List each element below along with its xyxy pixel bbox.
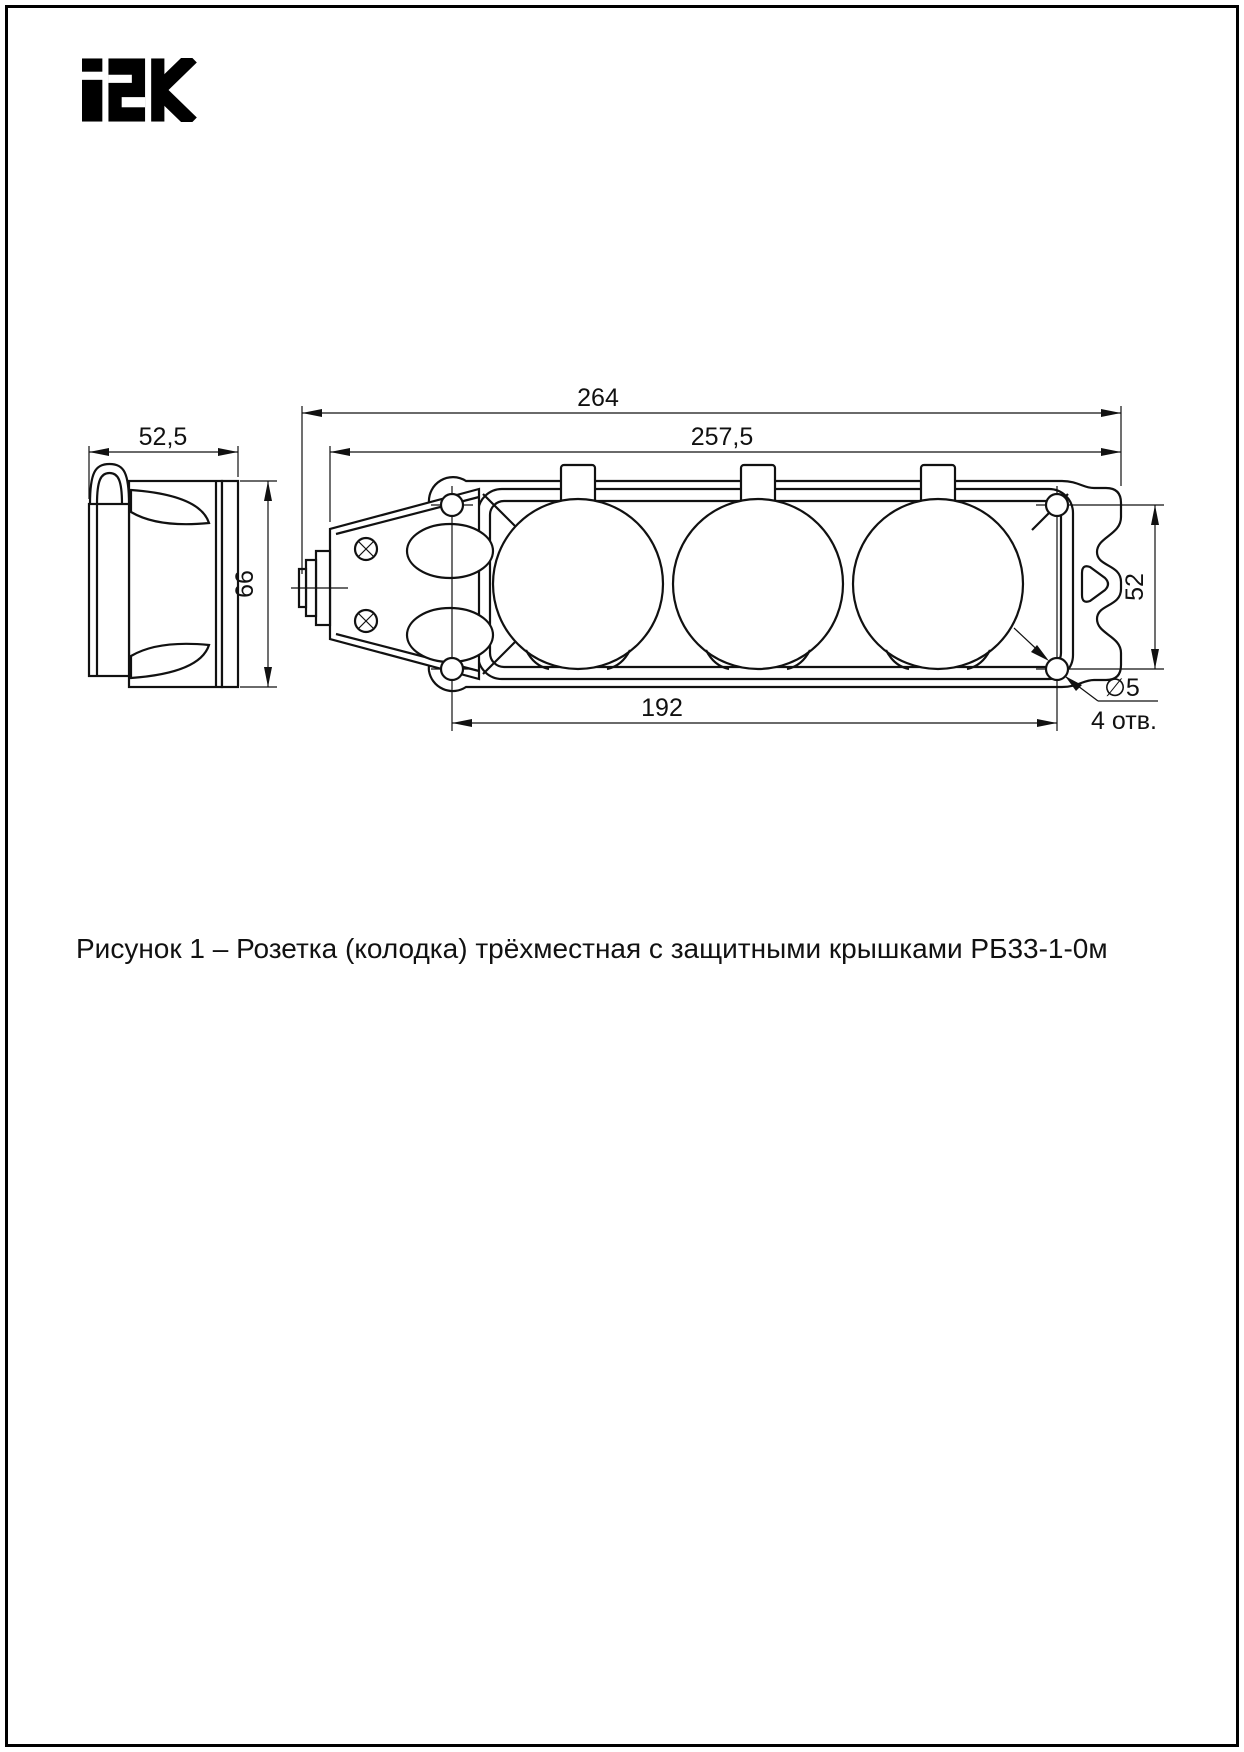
side-view xyxy=(89,464,238,687)
dim-side-depth: 52,5 xyxy=(138,423,188,451)
front-view xyxy=(291,465,1164,731)
mounting-hole xyxy=(1046,658,1068,680)
dim-body-length: 257,5 xyxy=(690,423,754,451)
lid-tab xyxy=(561,465,595,503)
dim-holes-note: 4 отв. xyxy=(1091,707,1157,735)
dim-overall-length: 264 xyxy=(577,384,619,412)
dim-side-height: 66 xyxy=(231,570,259,598)
dim-hole-spacing-horizontal: 192 xyxy=(641,694,683,722)
bellows-lens xyxy=(407,524,493,578)
figure-caption: Рисунок 1 – Розетка (колодка) трёхместная с защитными крышками РБ33-1-0м xyxy=(76,933,1108,964)
dim-hole-spacing-vertical: 52 xyxy=(1121,573,1149,601)
socket-lid xyxy=(853,499,1023,669)
socket-lid xyxy=(673,499,843,669)
screw xyxy=(355,538,377,560)
lid-tab xyxy=(921,465,955,503)
mounting-hole xyxy=(441,494,463,516)
side-lid-tab-dome xyxy=(90,464,129,504)
side-lid-slab xyxy=(89,504,129,676)
lid-tab xyxy=(741,465,775,503)
dim-hole-diameter: ∅5 xyxy=(1104,674,1140,702)
socket-lid xyxy=(493,499,663,669)
screw xyxy=(355,610,377,632)
mounting-hole xyxy=(1046,494,1068,516)
bellows-lens xyxy=(407,608,493,662)
mounting-hole xyxy=(441,658,463,680)
